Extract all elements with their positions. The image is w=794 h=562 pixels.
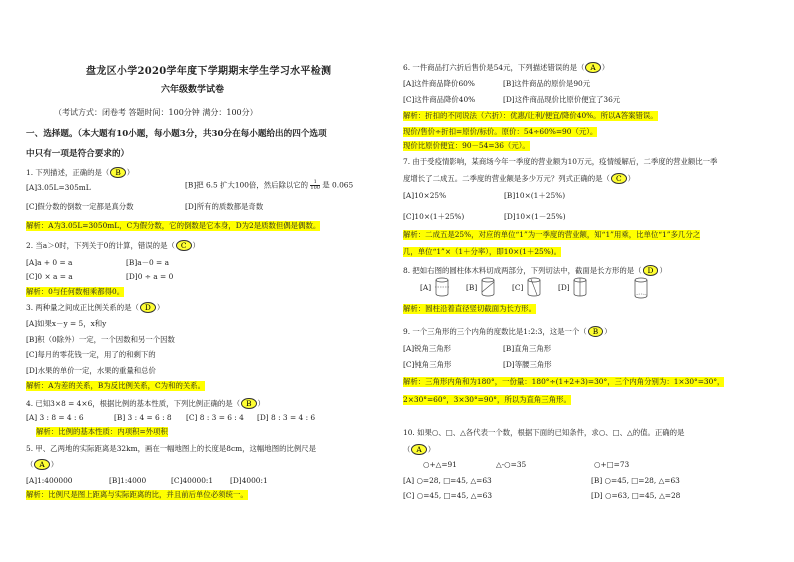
q2-option-b: [B]a－0 = a: [126, 258, 169, 267]
q6-stem-end: ）: [601, 63, 610, 72]
q5-stem2-pre: （: [26, 460, 34, 469]
q1-fraction: [310, 180, 320, 191]
q1-option-c: [C]假分数的倒数一定都是真分数: [26, 202, 134, 211]
q9-analysis-2: 2×30°=60°，3×30°=90°，所以为直角三角形。: [403, 395, 571, 404]
q7-option-a: [A]10×25%: [403, 191, 447, 200]
q6-analysis-2: 现价/售价÷折扣=原价/标价。原价：54÷60%=90（元）。: [403, 127, 598, 136]
q3-stem-text: 3. 两种量之间成正比例关系的是（: [26, 303, 139, 312]
q6-analysis-1: 解析：折扣的不同说法（六折）：优惠/让利/便宜/降价40%。所以A答案错误。: [403, 111, 658, 120]
q4-option-d: [D] 8 : 3 = 4 : 6: [257, 413, 316, 422]
q4-stem-end: ）: [257, 399, 265, 408]
q10-condition-2: △-○=35: [496, 460, 527, 469]
q5-analysis: 解析：比例尺是图上距离与实际距离的比，并且前后单位必须统一。: [26, 490, 248, 499]
q5-option-a: [A]1:400000: [26, 476, 73, 485]
q10-stem2-pre: （: [403, 445, 411, 454]
q7-stem2-end: ）: [627, 174, 636, 183]
q7-option-d: [D]10×(1－25%): [504, 212, 566, 221]
q9-stem-end: ）: [604, 327, 612, 336]
q10-answer: A: [411, 444, 426, 455]
q9-option-b: [B]直角三角形: [503, 344, 552, 353]
q3-option-c: [C]每月的零花钱一定，用了的和剩下的: [26, 350, 156, 359]
q5-option-d: [D]4000:1: [230, 476, 268, 485]
q1-analysis: 解析：A为3.05L=3050mL，C为假分数，它的倒数是它本身，D为2是质数但偶是偶数。: [26, 221, 321, 230]
q8-stem-text: 8. 把如右图的圆柱体木料切成两部分，下列切法中，截面是长方形的是（: [403, 266, 642, 275]
q1-option-a: [A]3.05L=305mL: [26, 183, 91, 192]
q2-stem-end: ）: [192, 241, 200, 250]
cylinder-cut-c-icon: [526, 277, 542, 297]
q10-stem-line2: [403, 444, 435, 455]
q1-fraction-den: 100: [310, 185, 320, 191]
cylinder-reference-icon: [633, 277, 649, 299]
q5-option-b: [B]1:4000: [109, 476, 147, 485]
section-heading-line1: 一、选择题。（本大题有10小题，每小题3分，共30分在每小题给出的四个选项: [26, 129, 327, 139]
q8-option-c-label: [C]: [512, 283, 524, 292]
q4-answer: B: [241, 398, 256, 409]
q6-stem-text: 6. 一件商品打六折后售价是54元，下列描述错误的是（: [403, 63, 585, 72]
q8-figures: [403, 277, 653, 299]
exam-title: 盘龙区小学2020学年度下学期期末学生学习水平检测: [86, 66, 332, 77]
q7-analysis-1: 解析：二成五是25%，对应的单位“1”为一季度的营业额，知“1”用乘，比单位“1”多几分之: [403, 230, 701, 239]
q1-option-b: [185, 180, 353, 191]
q7-stem: 7. 由于受疫情影响，某商场今年一季度的营业额为10万元，疫情缓解后，二季度的营业额比一季: [403, 157, 718, 166]
q10-condition-1: ○+△=91: [423, 460, 457, 469]
q8-analysis: 解析：圆柱沿着直径竖切截面为长方形。: [403, 304, 537, 313]
q2-answer: C: [176, 240, 192, 251]
q3-option-d: [D]水果的单价一定，水果的重量和总价: [26, 366, 156, 375]
q6-answer: A: [585, 62, 600, 73]
q2-stem: [26, 240, 200, 251]
q4-analysis: 解析：比例的基本性质：内项积=外项积: [36, 427, 168, 436]
q4-stem-text: 4. 已知3×8 = 4×6，根据比例的基本性质，下列比例正确的是（: [26, 399, 241, 408]
q2-stem-text: 2. 当a＞0时，下列关于0的计算，错误的是（: [26, 241, 175, 250]
q9-stem: [403, 326, 612, 337]
q10-option-c: [C] ○=45, □=45, △=63: [403, 491, 493, 500]
section-heading-line2: 中只有一项是符合要求的）: [26, 149, 130, 159]
q5-stem-line2: [26, 459, 58, 470]
q1-stem: [26, 167, 134, 178]
q2-option-a: [A]a + 0 = a: [26, 258, 73, 267]
q10-stem: 10. 如果○、□、△各代表一个数，根据下面的已知条件，求○、□、△的值。正确的是: [403, 428, 685, 437]
q1-option-d: [D]所有的质数都是奇数: [185, 202, 264, 211]
q9-analysis-1: 解析：三角形内角和为180°，一份量：180°÷(1+2+3)=30°，三个内角分别为：1×30°=30°，: [403, 377, 725, 386]
q4-option-a: [A] 3 : 8 = 4 : 6: [26, 413, 84, 422]
q3-stem-end: ）: [156, 303, 165, 312]
q10-stem2-end: ）: [427, 445, 436, 454]
q7-analysis-2: 几，单位“1”×（1＋分率），即10×(1＋25%)。: [403, 247, 562, 256]
q1-answer: B: [110, 167, 125, 178]
q1-stem-end: ）: [126, 168, 135, 177]
q1-fraction-num: 1: [310, 180, 320, 186]
q2-analysis: 解析：0与任何数相乘都得0。: [26, 287, 125, 296]
q7-stem-line2: [403, 173, 635, 184]
q8-option-b-label: [B]: [466, 283, 478, 292]
q8-stem: [403, 265, 667, 276]
q8-answer: D: [643, 265, 659, 276]
q6-option-c: [C]这件商品降价40%: [403, 95, 476, 104]
q1-stem-text: 1. 下列描述，正确的是（: [26, 168, 110, 177]
q9-answer: B: [588, 326, 603, 337]
q8-option-a-label: [A]: [420, 283, 432, 292]
q6-option-b: [B]这件商品的原价是90元: [503, 79, 591, 88]
q7-option-c: [C]10×(1＋25%): [403, 212, 465, 221]
q9-option-a: [A]锐角三角形: [403, 344, 452, 353]
q9-stem-text: 9. 一个三角形的三个内角的度数比是1:2:3，这是一个（: [403, 327, 587, 336]
q1-option-b-pre: [B]把 6.5 扩大100倍，然后除以它的: [185, 180, 311, 190]
cylinder-cut-d-icon: [572, 277, 588, 297]
q6-stem: [403, 62, 609, 73]
q7-stem2-pre: 度增长了二成五。二季度的营业额是多少万元？列式正确的是（: [403, 174, 610, 183]
q4-option-c: [C] 8 : 3 = 6 : 4: [186, 413, 244, 422]
cylinder-cut-b-icon: [480, 277, 496, 297]
q3-stem: [26, 302, 164, 313]
q10-condition-3: ○+□=73: [594, 460, 630, 469]
q3-option-b: [B]积（0除外）一定，一个因数和另一个因数: [26, 335, 175, 344]
q3-option-a: [A]如果x－y = 5，x和y: [26, 319, 107, 328]
cylinder-cut-a-icon: [434, 277, 450, 297]
q9-option-d: [D]等腰三角形: [503, 360, 552, 369]
q8-option-d-label: [D]: [558, 283, 570, 292]
q6-option-d: [D]这件商品现价比原价便宜了36元: [503, 95, 621, 104]
q4-stem: [26, 398, 265, 409]
q9-option-c: [C]钝角三角形: [403, 360, 452, 369]
q3-analysis: 解析：A为差的关系，B为反比例关系，C为和的关系。: [26, 381, 206, 390]
q5-answer: A: [34, 459, 49, 470]
q10-option-b: [B] ○=45, □=28, △=63: [591, 476, 680, 485]
q10-option-d: [D] ○=63, □=45, △=28: [591, 491, 681, 500]
exam-info: （考试方式：闭卷考 答题时间：100分钟 满分：100分）: [54, 108, 258, 117]
q8-stem-end: ）: [659, 266, 667, 275]
q7-answer: C: [611, 173, 627, 184]
q7-option-b: [B]10×(1＋25%): [504, 191, 566, 200]
q5-stem2-end: ）: [50, 460, 59, 469]
q4-option-b: [B] 3 : 4 = 6 : 8: [114, 413, 172, 422]
exam-subtitle: 六年级数学试卷: [161, 85, 225, 95]
q10-option-a: [A] ○=28, □=45, △=63: [403, 476, 492, 485]
q3-answer: D: [140, 302, 156, 313]
q5-stem: 5. 甲、乙两地的实际距离是32km，画在一幅地图上的长度是8cm，这幅地图的比例尺是: [26, 444, 317, 453]
q1-option-b-post: 是 0.065: [319, 180, 354, 190]
q6-analysis-3: 现价比原价便宜：90－54=36（元）。: [403, 141, 530, 150]
q6-option-a: [A]这件商品降价60%: [403, 79, 475, 88]
q5-option-c: [C]40000:1: [171, 476, 214, 485]
q2-option-c: [C]0 × a = a: [26, 272, 73, 281]
q2-option-d: [D]0 ÷ a = 0: [126, 272, 174, 281]
